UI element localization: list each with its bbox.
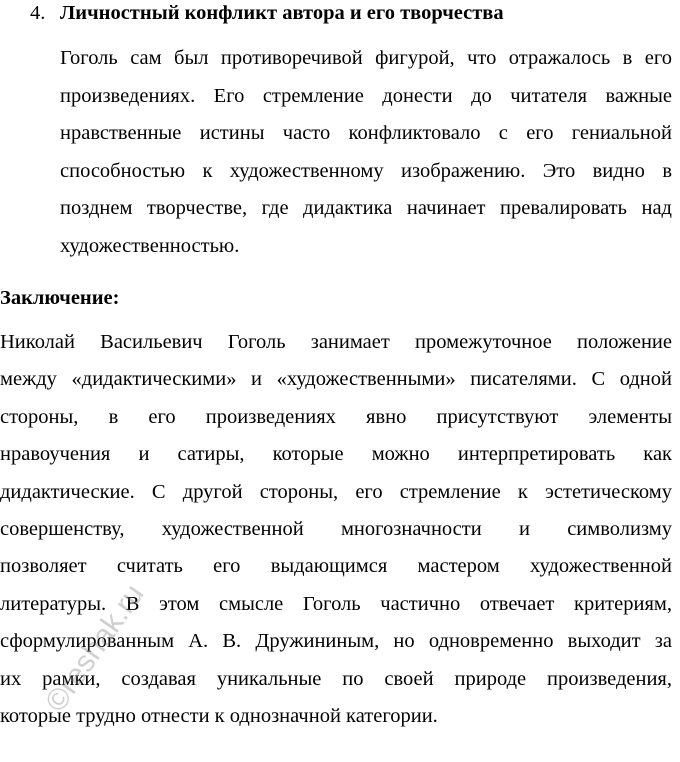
text-line: позднем творчестве, где дидактика начинает превалировать над: [60, 197, 672, 219]
text-line: дидактические. С другой стороны, его стремление к эстетическому: [0, 480, 672, 503]
text-line: способностью к художественному изображению. Это видно в: [60, 159, 672, 182]
section-heading: Личностный конфликт автора и его творчества: [60, 2, 504, 24]
text-line: Гоголь сам был противоречивой фигурой, что отражалось в его: [60, 47, 672, 69]
text-line: стороны, в его произведениях явно присутствуют элементы: [0, 405, 672, 428]
text-line: их рамки, создавая уникальные по своей природе произведения,: [0, 667, 672, 690]
text-line: нравоучения и сатиры, которые можно интерпретировать как: [0, 443, 672, 466]
text-line: художественностью.: [60, 234, 240, 257]
text-line: которые трудно отнести к однозначной категории.: [0, 705, 438, 727]
text-line: совершенству, художественной многозначности и символизму: [0, 518, 672, 540]
text-line: между «дидактическими» и «художественными» писателями. С одной: [0, 368, 672, 391]
conclusion-heading: Заключение:: [0, 287, 120, 309]
text-line: произведениях. Его стремление донести до читателя важные: [60, 84, 672, 107]
text-line: нравственные истины часто конфликтовало с его гениальной: [60, 122, 672, 144]
item-number: 4.: [30, 2, 46, 24]
text-line: сформулированным А. В. Дружининым, но одновременно выходит за: [0, 630, 672, 653]
watermark: ©reshak.ru: [39, 578, 151, 718]
text-line: Николай Васильевич Гоголь занимает промежуточное положение: [0, 331, 672, 353]
text-line: литературы. В этом смысле Гоголь частично отвечает критериям,: [0, 592, 672, 615]
text-line: позволяет считать его выдающимся мастером художественной: [0, 555, 672, 578]
